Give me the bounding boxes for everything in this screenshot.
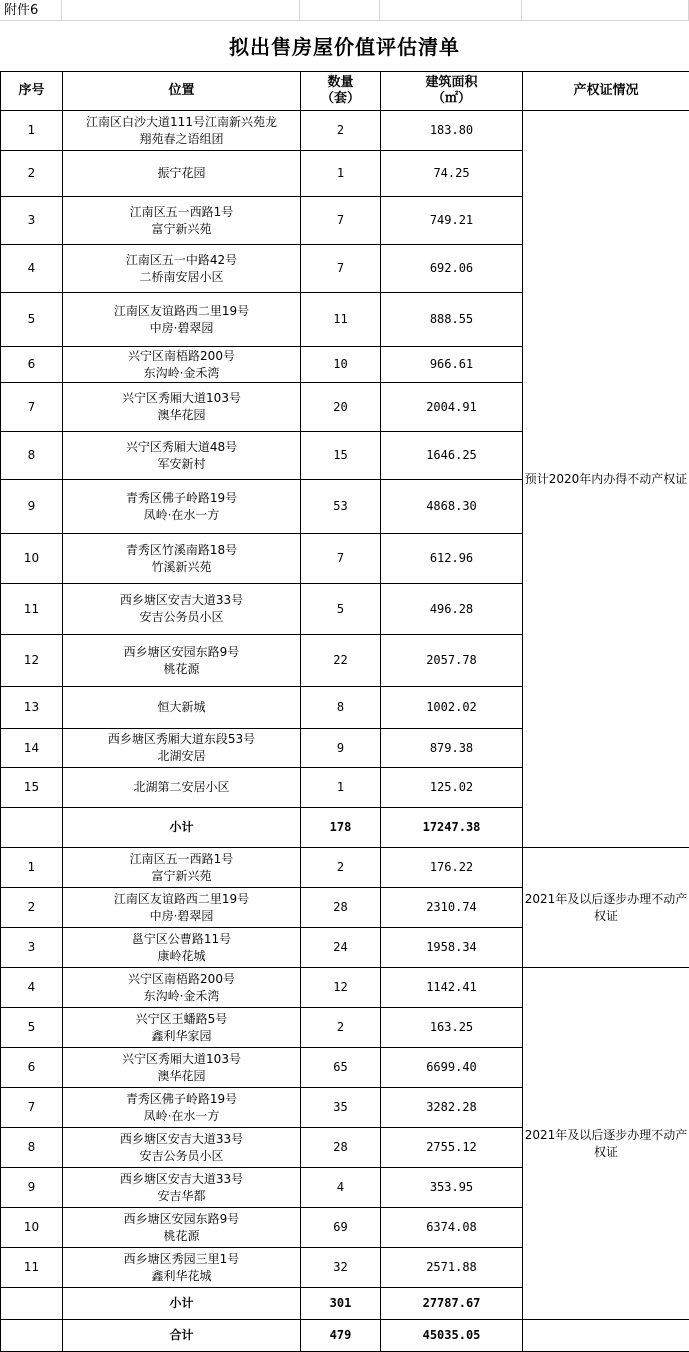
quantity-cell[interactable]: 2 [301,111,381,151]
seq-cell[interactable] [1,808,63,848]
subtotal-area[interactable]: 27787.67 [381,1288,523,1320]
location-line1: 北湖第二安居小区 [133,780,230,794]
seq-cell[interactable]: 5 [1,293,63,347]
area-cell[interactable]: 163.25 [381,1008,523,1048]
empty-cell[interactable] [380,0,522,21]
attachment-row [0,0,689,21]
location-cell[interactable] [63,888,301,928]
empty-cell[interactable] [62,0,300,21]
area-cell[interactable]: 1646.25 [381,432,523,480]
location-cell[interactable] [63,1248,301,1288]
location-cell[interactable] [63,1168,301,1208]
area-cell[interactable]: 692.06 [381,245,523,293]
total-row [1,1320,689,1352]
location-line2: 鑫利华花城 [151,1268,212,1283]
seq-cell[interactable]: 13 [1,687,63,729]
location-cell[interactable] [63,111,301,151]
area-cell[interactable]: 2755.12 [381,1128,523,1168]
location-line2: 澳华花园 [157,408,206,422]
quantity-cell[interactable]: 65 [301,1048,381,1088]
quantity-cell[interactable]: 7 [301,245,381,293]
location-line2: 鑫利华家园 [151,1028,212,1043]
ownership-status-cell[interactable]: 2021年及以后逐步办理不动产权证 [523,968,689,1320]
area-cell[interactable]: 966.61 [381,347,523,383]
seq-cell[interactable]: 6 [1,347,63,383]
location-cell[interactable] [63,432,301,480]
quantity-cell[interactable]: 1 [301,768,381,808]
quantity-cell[interactable]: 15 [301,432,381,480]
location-line2: 竹溪新兴苑 [151,559,212,574]
location-line1: 西乡塘区秀厢大道东段53号 [107,732,256,746]
location-cell[interactable] [63,768,301,808]
header-ownership[interactable]: 产权证情况 [523,72,689,111]
location-cell[interactable] [63,687,301,729]
seq-cell[interactable]: 9 [1,1168,63,1208]
header-area-line2: （㎡） [431,91,471,106]
seq-cell[interactable]: 8 [1,432,63,480]
header-quantity-line2: （套） [320,91,360,106]
valuation-table [0,71,689,1352]
quantity-cell[interactable]: 24 [301,928,381,968]
location-line2: 安吉公务员小区 [139,1148,224,1163]
location-line1: 兴宁区王蟠路5号 [135,1011,228,1026]
area-cell[interactable]: 612.96 [381,534,523,584]
area-cell[interactable]: 749.21 [381,197,523,245]
location-line1: 兴宁区秀厢大道103号 [122,1051,241,1066]
location-line1: 兴宁区秀厢大道48号 [125,439,238,454]
area-cell[interactable]: 125.02 [381,768,523,808]
location-line1: 西乡塘区秀园三里1号 [123,1251,240,1266]
location-cell[interactable] [63,480,301,534]
seq-cell[interactable]: 5 [1,1008,63,1048]
location-line1: 江南区友谊路西二里19号 [113,303,250,318]
area-cell[interactable]: 74.25 [381,151,523,197]
seq-cell[interactable]: 14 [1,729,63,768]
seq-cell[interactable]: 2 [1,888,63,928]
area-cell[interactable]: 6374.08 [381,1208,523,1248]
empty-cell[interactable] [300,0,380,21]
location-line2: 东沟岭·金禾湾 [143,365,220,380]
seq-cell[interactable]: 7 [1,383,63,432]
location-line2: 中房·碧翠园 [149,320,214,335]
area-cell[interactable]: 1002.02 [381,687,523,729]
location-line2: 桃花源 [163,661,200,676]
seq-cell[interactable]: 3 [1,928,63,968]
quantity-cell[interactable]: 9 [301,729,381,768]
location-cell[interactable] [63,584,301,635]
location-cell[interactable] [63,383,301,432]
location-line2: 安吉华都 [157,1188,206,1203]
location-line2: 安吉公务员小区 [139,610,224,624]
subtotal-area[interactable]: 17247.38 [381,808,523,848]
quantity-cell[interactable]: 53 [301,480,381,534]
quantity-cell[interactable]: 7 [301,534,381,584]
location-line2: 凤岭·在水一方 [143,1108,220,1123]
location-cell[interactable] [63,245,301,293]
location-line1: 江南区白沙大道111号江南新兴苑龙 [86,114,277,129]
quantity-cell[interactable]: 11 [301,293,381,347]
seq-cell[interactable]: 11 [1,584,63,635]
seq-cell[interactable]: 10 [1,1208,63,1248]
header-seq[interactable]: 序号 [1,72,63,111]
location-cell[interactable] [63,635,301,687]
area-cell[interactable]: 1958.34 [381,928,523,968]
ownership-status-cell[interactable]: 预计2020年内办得不动产权证 [523,111,689,848]
attachment-label: 附件6 [4,3,39,18]
location-line2: 二桥南安居小区 [139,269,224,284]
attachment-cell[interactable] [0,0,62,21]
seq-cell[interactable]: 11 [1,1248,63,1288]
location-line1: 振宁花园 [157,166,206,180]
quantity-cell[interactable]: 7 [301,197,381,245]
quantity-cell[interactable]: 12 [301,968,381,1008]
empty-cell[interactable] [523,1320,689,1352]
location-line2: 军安新村 [157,456,206,471]
seq-cell[interactable]: 2 [1,151,63,197]
location-line1: 江南区友谊路西二里19号 [113,891,250,906]
seq-cell[interactable]: 1 [1,848,63,888]
location-line2: 富宁新兴苑 [151,221,212,236]
quantity-cell[interactable]: 5 [301,584,381,635]
location-line1: 兴宁区秀厢大道103号 [122,391,241,405]
seq-cell[interactable]: 3 [1,197,63,245]
area-cell[interactable]: 3282.28 [381,1088,523,1128]
total-quantity[interactable]: 479 [301,1320,381,1352]
quantity-cell[interactable]: 35 [301,1088,381,1128]
location-line1: 西乡塘区安吉大道33号 [119,1131,244,1146]
quantity-cell[interactable]: 20 [301,383,381,432]
location-line2: 凤岭·在水一方 [143,507,220,522]
area-cell[interactable]: 1142.41 [381,968,523,1008]
header-area-line1: 建筑面积 [425,75,478,90]
quantity-cell[interactable]: 2 [301,1008,381,1048]
location-cell[interactable] [63,534,301,584]
header-row [1,72,689,111]
quantity-cell[interactable]: 22 [301,635,381,687]
location-line1: 兴宁区南梧路200号 [128,971,235,986]
area-cell[interactable]: 2004.91 [381,383,523,432]
seq-cell[interactable]: 12 [1,635,63,687]
location-line1: 恒大新城 [157,700,206,714]
location-cell[interactable] [63,928,301,968]
area-cell[interactable]: 2057.78 [381,635,523,687]
quantity-cell[interactable]: 32 [301,1248,381,1288]
location-line1: 西乡塘区安吉大道33号 [119,593,244,607]
subtotal-quantity[interactable]: 301 [301,1288,381,1320]
area-cell[interactable]: 6699.40 [381,1048,523,1088]
location-line1: 青秀区佛子岭路19号 [125,1091,238,1106]
location-line2: 澳华花园 [157,1068,206,1083]
header-location[interactable]: 位置 [63,72,301,111]
location-line1: 江南区五一西路1号 [129,204,234,219]
seq-cell[interactable] [1,1320,63,1352]
quantity-cell[interactable]: 4 [301,1168,381,1208]
location-cell[interactable] [63,1008,301,1048]
total-label[interactable]: 合计 [63,1320,301,1352]
quantity-cell[interactable]: 28 [301,1128,381,1168]
seq-cell[interactable]: 1 [1,111,63,151]
location-line1: 青秀区佛子岭路19号 [125,490,238,505]
location-line2: 桃花源 [163,1228,200,1243]
location-line1: 西乡塘区安园东路9号 [123,644,240,659]
quantity-cell[interactable]: 8 [301,687,381,729]
location-cell[interactable] [63,1048,301,1088]
location-line1: 青秀区竹溪南路18号 [125,542,238,557]
location-cell[interactable] [63,197,301,245]
table-row [1,848,689,888]
table-row [1,968,689,1008]
location-line2: 北湖安居 [157,749,206,763]
location-cell[interactable] [63,848,301,888]
ownership-status-cell[interactable]: 2021年及以后逐步办理不动产权证 [523,848,689,968]
seq-cell[interactable]: 6 [1,1048,63,1088]
seq-cell[interactable] [1,1288,63,1320]
seq-cell[interactable]: 9 [1,480,63,534]
subtotal-label[interactable]: 小计 [63,1288,301,1320]
seq-cell[interactable]: 15 [1,768,63,808]
location-line2: 富宁新兴苑 [151,868,212,883]
seq-cell[interactable]: 8 [1,1128,63,1168]
header-quantity-line1: 数量 [327,75,354,90]
location-cell[interactable] [63,1088,301,1128]
location-cell[interactable] [63,347,301,383]
total-area[interactable]: 45035.05 [381,1320,523,1352]
area-cell[interactable]: 4868.30 [381,480,523,534]
quantity-cell[interactable]: 10 [301,347,381,383]
location-cell[interactable] [63,729,301,768]
location-line1: 西乡塘区安园东路9号 [123,1211,240,1226]
area-cell[interactable]: 879.38 [381,729,523,768]
area-cell[interactable]: 496.28 [381,584,523,635]
location-line1: 兴宁区南梧路200号 [128,348,235,363]
location-cell[interactable] [63,151,301,197]
page-title: 拟出售房屋价值评估清单 [229,35,460,59]
header-quantity[interactable] [301,72,381,111]
location-line2: 中房·碧翠园 [149,908,214,923]
empty-cell[interactable] [522,0,689,21]
location-line2: 东沟岭·金禾湾 [143,988,220,1003]
area-cell[interactable]: 2310.74 [381,888,523,928]
location-line2: 翔苑春之语组团 [139,131,224,146]
seq-cell[interactable]: 10 [1,534,63,584]
subtotal-label[interactable]: 小计 [63,808,301,848]
seq-cell[interactable]: 4 [1,245,63,293]
location-line1: 西乡塘区安吉大道33号 [119,1171,244,1186]
location-line1: 江南区五一中路42号 [125,252,238,267]
quantity-cell[interactable]: 2 [301,848,381,888]
header-area[interactable] [381,72,523,111]
location-cell[interactable] [63,293,301,347]
area-cell[interactable]: 183.80 [381,111,523,151]
location-cell[interactable] [63,968,301,1008]
quantity-cell[interactable]: 28 [301,888,381,928]
area-cell[interactable]: 353.95 [381,1168,523,1208]
subtotal-quantity[interactable]: 178 [301,808,381,848]
seq-cell[interactable]: 4 [1,968,63,1008]
quantity-cell[interactable]: 69 [301,1208,381,1248]
area-cell[interactable]: 2571.88 [381,1248,523,1288]
area-cell[interactable]: 888.55 [381,293,523,347]
area-cell[interactable]: 176.22 [381,848,523,888]
seq-cell[interactable]: 7 [1,1088,63,1128]
quantity-cell[interactable]: 1 [301,151,381,197]
location-line2: 康岭花城 [157,948,206,963]
location-cell[interactable] [63,1128,301,1168]
table-row [1,111,689,151]
location-cell[interactable] [63,1208,301,1248]
location-line1: 邕宁区公曹路11号 [131,931,232,946]
location-line1: 江南区五一西路1号 [129,851,234,866]
